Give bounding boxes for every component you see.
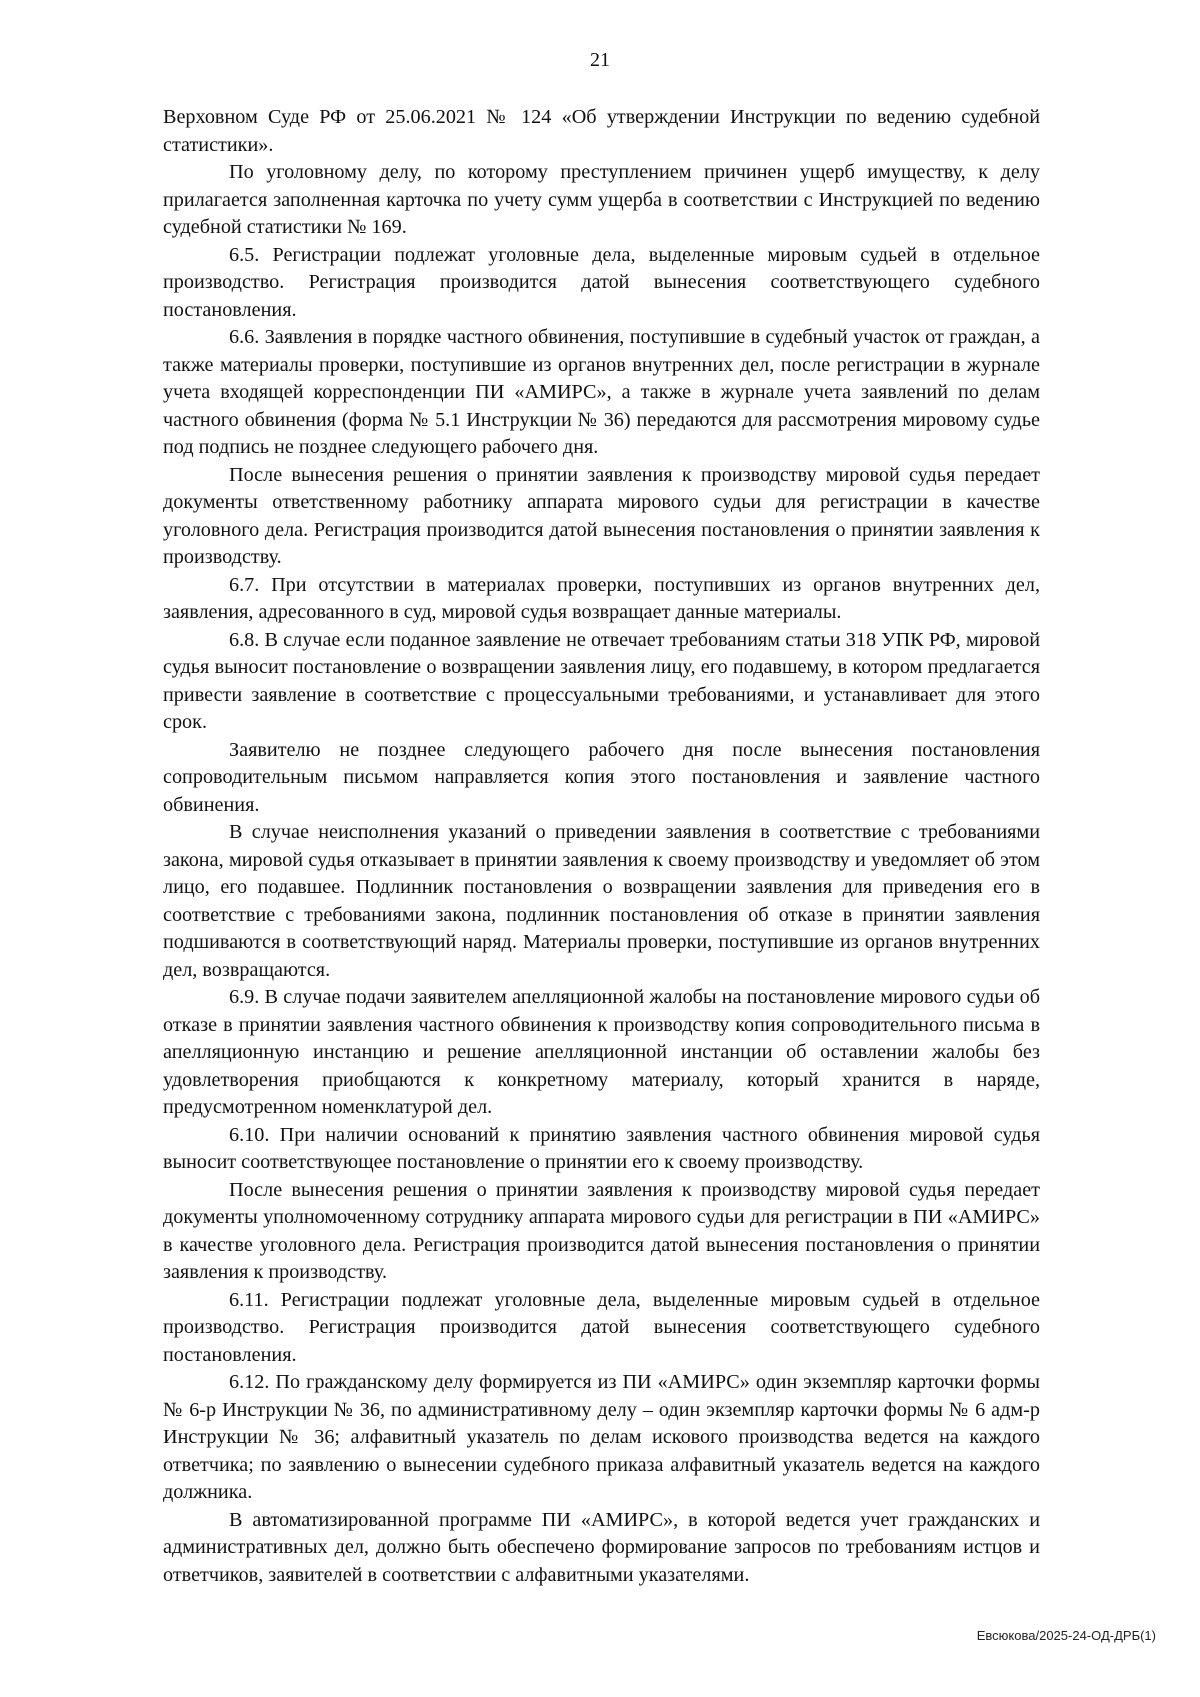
paragraph: 6.7. При отсутствии в материалах проверки, поступивших из органов внутренних дел, заявления, адресованного в суд, мировой судья возвращает данные материалы. bbox=[163, 573, 1040, 623]
document-body bbox=[163, 104, 1040, 1589]
paragraph: 6.6. Заявления в порядке частного обвинения, поступившие в судебный участок от граждан, а также материалы проверки, поступившие из органов внутренних дел, после регистрации в журнале учета входящей корреспонденции ПИ «АМИРС», а также в журнале учета заявлений по делам частного обвинения (форма № 5.1 Инструкции № 36) передаются для рассмотрения мировому судье под подпись не позднее следующего рабочего дня. bbox=[163, 326, 1040, 458]
paragraph: После вынесения решения о принятии заявления к производству мировой судья передает документы ответственному работнику аппарата мирового судьи для регистрации в качестве уголовного дела. Регистрация производится датой вынесения постановления о принятии заявления к производству. bbox=[163, 463, 1040, 568]
paragraph: В случае неисполнения указаний о приведении заявления в соответствие с требованиями закона, мировой судья отказывает в принятии заявления к своему производству и уведомляет об этом лицо, его подавшее. Подлинник постановления о возвращении заявления для приведения его в соответствие с требованиями закона, подлинник постановления об отказе в принятии заявления подшиваются в соответствующий наряд. Материалы проверки, поступившие из органов внутренних дел, возвращаются. bbox=[163, 821, 1040, 981]
paragraph: Верховном Суде РФ от 25.06.2021 № 124 «Об утверждении Инструкции по ведению судебной статистики». bbox=[163, 106, 1040, 156]
paragraph: После вынесения решения о принятии заявления к производству мировой судья передает документы уполномоченному сотруднику аппарата мирового судьи для регистрации в ПИ «АМИРС» в качестве уголовного дела. Регистрация производится датой вынесения постановления о принятии заявления к производству. bbox=[163, 1178, 1040, 1283]
page-number: 21 bbox=[590, 49, 610, 71]
paragraph: 6.9. В случае подачи заявителем апелляционной жалобы на постановление мирового судьи об отказе в принятии заявления частного обвинения к производству копия сопроводительного письма в апелляционную инстанцию и решение апелляционной инстанции об оставлении жалобы без удовлетворения приобщаются к конкретному материалу, который хранится в наряде, предусмотренном номенклатурой дел. bbox=[163, 986, 1040, 1118]
paragraph: 6.5. Регистрации подлежат уголовные дела, выделенные мировым судьей в отдельное производство. Регистрация производится датой вынесения соответствующего судебного постановления. bbox=[163, 243, 1040, 321]
paragraph: Заявителю не позднее следующего рабочего дня после вынесения постановления сопроводительным письмом направляется копия этого постановления и заявление частного обвинения. bbox=[163, 738, 1040, 816]
paragraph: 6.10. При наличии оснований к принятию заявления частного обвинения мировой судья выносит соответствующее постановление о принятии его к своему производству. bbox=[163, 1123, 1040, 1173]
paragraph: 6.11. Регистрации подлежат уголовные дела, выделенные мировым судьей в отдельное производство. Регистрация производится датой вынесения соответствующего судебного постановления. bbox=[163, 1288, 1040, 1366]
paragraph: 6.8. В случае если поданное заявление не отвечает требованиям статьи 318 УПК РФ, мировой судья выносит постановление о возвращении заявления лицу, его подавшему, в котором предлагается привести заявление в соответствие с процессуальными требованиями, и устанавливает для этого срок. bbox=[163, 628, 1040, 733]
paragraph: В автоматизированной программе ПИ «АМИРС», в которой ведется учет гражданских и административных дел, должно быть обеспечено формирование запросов по требованиям истцов и ответчиков, заявителей в соответствии с алфавитными указателями. bbox=[163, 1508, 1040, 1586]
paragraph: По уголовному делу, по которому преступлением причинен ущерб имуществу, к делу прилагается заполненная карточка по учету сумм ущерба в соответствии с Инструкцией по ведению судебной статистики № 169. bbox=[163, 161, 1040, 238]
document-registration-code: Евсюкова/2025-24-ОД-ДРБ(1) bbox=[976, 1628, 1156, 1643]
paragraph: 6.12. По гражданскому делу формируется из ПИ «АМИРС» один экземпляр карточки формы № 6-р Инструкции № 36, по административному делу – один экземпляр карточки формы № 6 адм-р Инструкции № 36; алфавитный указатель по делам искового производства ведется на каждого ответчика; по заявлению о вынесении судебного приказа алфавитный указатель ведется на каждого должника. bbox=[163, 1371, 1040, 1503]
